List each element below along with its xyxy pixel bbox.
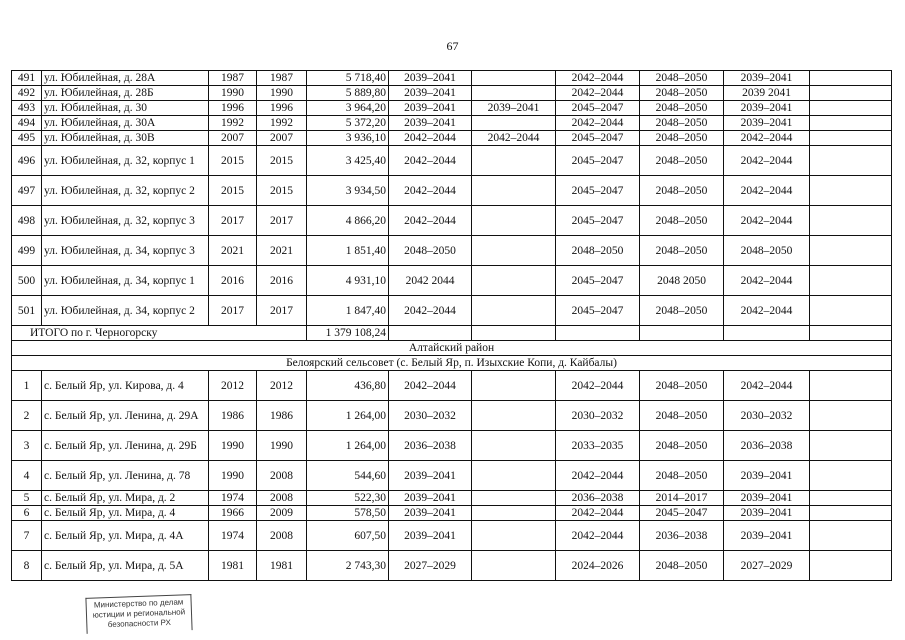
period-cell-5: 2042–2044 — [724, 266, 810, 296]
address-cell: с. Белый Яр, ул. Мира, д. 5А — [42, 551, 209, 581]
address-cell: с. Белый Яр, ул. Мира, д. 2 — [42, 491, 209, 506]
year-commissioned-cell: 2015 — [257, 176, 307, 206]
area-cell: 436,80 — [307, 371, 389, 401]
period-cell-1: 2039–2041 — [389, 491, 472, 506]
table-row — [12, 86, 892, 101]
period-cell-1: 2039–2041 — [389, 86, 472, 101]
table-row — [12, 371, 892, 401]
address-cell: с. Белый Яр, ул. Мира, д. 4 — [42, 506, 209, 521]
row-number: 501 — [12, 296, 42, 326]
period-cell-4: 2048–2050 — [640, 236, 724, 266]
period-cell-4: 2048–2050 — [640, 431, 724, 461]
table-row — [12, 131, 892, 146]
table-row — [12, 146, 892, 176]
period-cell-4: 2048–2050 — [640, 461, 724, 491]
period-cell-1: 2039–2041 — [389, 101, 472, 116]
address-cell: ул. Юбилейная, д. 28Б — [42, 86, 209, 101]
area-cell: 4 931,10 — [307, 266, 389, 296]
period-cell-5: 2042–2044 — [724, 146, 810, 176]
address-cell: ул. Юбилейная, д. 32, корпус 2 — [42, 176, 209, 206]
year-commissioned-cell: 2012 — [257, 371, 307, 401]
year-commissioned-cell: 1987 — [257, 71, 307, 86]
table-row — [12, 401, 892, 431]
period-cell-5: 2039–2041 — [724, 101, 810, 116]
period-cell-1: 2042–2044 — [389, 146, 472, 176]
period-cell-3: 2042–2044 — [556, 116, 640, 131]
period-cell-5: 2030–2032 — [724, 401, 810, 431]
period-cell-2 — [472, 116, 556, 131]
period-cell-2 — [472, 506, 556, 521]
table-row — [12, 431, 892, 461]
row-number: 1 — [12, 371, 42, 401]
empty-cell — [810, 101, 892, 116]
year-commissioned-cell: 2021 — [257, 236, 307, 266]
period-cell-4: 2048–2050 — [640, 101, 724, 116]
total-label: ИТОГО по г. Черногорску — [12, 326, 307, 341]
period-cell-4: 2048–2050 — [640, 176, 724, 206]
period-cell-3: 2045–2047 — [556, 146, 640, 176]
period-cell-3: 2045–2047 — [556, 176, 640, 206]
year-commissioned-cell: 1981 — [257, 551, 307, 581]
period-cell-3: 2036–2038 — [556, 491, 640, 506]
row-number: 499 — [12, 236, 42, 266]
period-cell-2 — [472, 401, 556, 431]
year-commissioned-cell: 1990 — [257, 86, 307, 101]
year-commissioned-cell: 2008 — [257, 491, 307, 506]
area-cell: 5 718,40 — [307, 71, 389, 86]
empty-cell — [472, 326, 556, 341]
period-cell-5: 2042–2044 — [724, 131, 810, 146]
period-cell-4: 2048–2050 — [640, 371, 724, 401]
period-cell-3: 2042–2044 — [556, 506, 640, 521]
year-built-cell: 1966 — [209, 506, 257, 521]
period-cell-3: 2030–2032 — [556, 401, 640, 431]
address-cell: с. Белый Яр, ул. Ленина, д. 29Б — [42, 431, 209, 461]
period-cell-2 — [472, 551, 556, 581]
empty-cell — [810, 326, 892, 341]
period-cell-3: 2042–2044 — [556, 461, 640, 491]
period-cell-3: 2024–2026 — [556, 551, 640, 581]
period-cell-4: 2048–2050 — [640, 146, 724, 176]
settlement-header: Белоярский сельсовет (с. Белый Яр, п. Изыхские Копи, д. Кайбалы) — [12, 356, 892, 371]
address-cell: ул. Юбилейная, д. 34, корпус 3 — [42, 236, 209, 266]
year-commissioned-cell: 1986 — [257, 401, 307, 431]
address-cell: с. Белый Яр, ул. Кирова, д. 4 — [42, 371, 209, 401]
table-body-top — [12, 71, 892, 326]
empty-cell — [810, 71, 892, 86]
empty-cell — [810, 296, 892, 326]
area-cell: 544,60 — [307, 461, 389, 491]
period-cell-5: 2027–2029 — [724, 551, 810, 581]
year-commissioned-cell: 1992 — [257, 116, 307, 131]
row-number: 495 — [12, 131, 42, 146]
year-commissioned-cell: 2017 — [257, 206, 307, 236]
period-cell-3: 2045–2047 — [556, 131, 640, 146]
empty-cell — [810, 506, 892, 521]
table-row — [12, 176, 892, 206]
table-row — [12, 296, 892, 326]
year-built-cell: 2007 — [209, 131, 257, 146]
table-row — [12, 236, 892, 266]
address-cell: ул. Юбилейная, д. 34, корпус 2 — [42, 296, 209, 326]
empty-cell — [810, 176, 892, 206]
empty-cell — [640, 326, 724, 341]
table-row — [12, 521, 892, 551]
housing-registry-table — [11, 70, 892, 581]
period-cell-5: 2042–2044 — [724, 296, 810, 326]
period-cell-4: 2014–2017 — [640, 491, 724, 506]
area-cell: 3 936,10 — [307, 131, 389, 146]
row-number: 496 — [12, 146, 42, 176]
year-commissioned-cell: 2008 — [257, 521, 307, 551]
year-built-cell: 1990 — [209, 431, 257, 461]
total-row — [12, 326, 892, 341]
period-cell-1: 2036–2038 — [389, 431, 472, 461]
area-cell: 1 264,00 — [307, 401, 389, 431]
year-built-cell: 1986 — [209, 401, 257, 431]
address-cell: ул. Юбилейная, д. 30В — [42, 131, 209, 146]
period-cell-2 — [472, 86, 556, 101]
year-built-cell: 1990 — [209, 461, 257, 491]
empty-cell — [810, 371, 892, 401]
row-number: 500 — [12, 266, 42, 296]
table-row — [12, 461, 892, 491]
period-cell-5: 2039–2041 — [724, 506, 810, 521]
empty-cell — [810, 401, 892, 431]
row-number: 493 — [12, 101, 42, 116]
period-cell-3: 2048–2050 — [556, 236, 640, 266]
row-number: 491 — [12, 71, 42, 86]
period-cell-1: 2042–2044 — [389, 176, 472, 206]
period-cell-4: 2036–2038 — [640, 521, 724, 551]
stamp-line: безопасности РХ — [107, 617, 172, 630]
area-cell: 1 851,40 — [307, 236, 389, 266]
period-cell-4: 2048–2050 — [640, 71, 724, 86]
year-built-cell: 1974 — [209, 491, 257, 506]
area-cell: 3 934,50 — [307, 176, 389, 206]
period-cell-3: 2045–2047 — [556, 296, 640, 326]
area-cell: 2 743,30 — [307, 551, 389, 581]
period-cell-3: 2042–2044 — [556, 71, 640, 86]
period-cell-5: 2039–2041 — [724, 71, 810, 86]
row-number: 8 — [12, 551, 42, 581]
table-row — [12, 116, 892, 131]
period-cell-4: 2048–2050 — [640, 401, 724, 431]
stamp-line: Министерство по делам — [93, 597, 184, 610]
address-cell: ул. Юбилейная, д. 28А — [42, 71, 209, 86]
period-cell-5: 2036–2038 — [724, 431, 810, 461]
empty-cell — [810, 266, 892, 296]
area-cell: 5 372,20 — [307, 116, 389, 131]
year-commissioned-cell: 2009 — [257, 506, 307, 521]
row-number: 492 — [12, 86, 42, 101]
period-cell-4: 2048–2050 — [640, 86, 724, 101]
year-commissioned-cell: 2016 — [257, 266, 307, 296]
period-cell-5: 2039 2041 — [724, 86, 810, 101]
year-commissioned-cell: 2015 — [257, 146, 307, 176]
period-cell-2 — [472, 236, 556, 266]
period-cell-5: 2039–2041 — [724, 521, 810, 551]
area-cell: 522,30 — [307, 491, 389, 506]
year-built-cell: 2015 — [209, 176, 257, 206]
period-cell-2 — [472, 176, 556, 206]
period-cell-1: 2048–2050 — [389, 236, 472, 266]
year-commissioned-cell: 2017 — [257, 296, 307, 326]
area-cell: 5 889,80 — [307, 86, 389, 101]
total-area: 1 379 108,24 — [307, 326, 389, 341]
empty-cell — [724, 326, 810, 341]
period-cell-4: 2045–2047 — [640, 506, 724, 521]
period-cell-3: 2033–2035 — [556, 431, 640, 461]
period-cell-1: 2042–2044 — [389, 296, 472, 326]
year-built-cell: 2016 — [209, 266, 257, 296]
period-cell-4: 2048–2050 — [640, 206, 724, 236]
period-cell-3: 2042–2044 — [556, 521, 640, 551]
year-built-cell: 2015 — [209, 146, 257, 176]
period-cell-3: 2045–2047 — [556, 206, 640, 236]
period-cell-1: 2042 2044 — [389, 266, 472, 296]
area-cell: 1 264,00 — [307, 431, 389, 461]
area-cell: 1 847,40 — [307, 296, 389, 326]
period-cell-2 — [472, 146, 556, 176]
period-cell-5: 2039–2041 — [724, 461, 810, 491]
year-built-cell: 1974 — [209, 521, 257, 551]
empty-cell — [810, 116, 892, 131]
year-built-cell: 1996 — [209, 101, 257, 116]
address-cell: с. Белый Яр, ул. Мира, д. 4А — [42, 521, 209, 551]
empty-cell — [810, 491, 892, 506]
year-commissioned-cell: 1990 — [257, 431, 307, 461]
year-built-cell: 2012 — [209, 371, 257, 401]
page-number: 67 — [446, 39, 459, 53]
empty-cell — [810, 206, 892, 236]
table-row — [12, 551, 892, 581]
period-cell-3: 2042–2044 — [556, 86, 640, 101]
year-built-cell: 2017 — [209, 296, 257, 326]
period-cell-1: 2039–2041 — [389, 461, 472, 491]
period-cell-3: 2045–2047 — [556, 266, 640, 296]
period-cell-1: 2039–2041 — [389, 521, 472, 551]
row-number: 6 — [12, 506, 42, 521]
area-cell: 607,50 — [307, 521, 389, 551]
address-cell: с. Белый Яр, ул. Ленина, д. 29А — [42, 401, 209, 431]
year-built-cell: 1990 — [209, 86, 257, 101]
period-cell-4: 2048–2050 — [640, 551, 724, 581]
table-body-bottom — [12, 371, 892, 581]
empty-cell — [389, 326, 472, 341]
row-number: 4 — [12, 461, 42, 491]
empty-cell — [810, 521, 892, 551]
year-commissioned-cell: 1996 — [257, 101, 307, 116]
period-cell-2: 2039–2041 — [472, 101, 556, 116]
table-row — [12, 206, 892, 236]
area-cell: 3 425,40 — [307, 146, 389, 176]
period-cell-1: 2039–2041 — [389, 116, 472, 131]
period-cell-4: 2048–2050 — [640, 296, 724, 326]
row-number: 5 — [12, 491, 42, 506]
year-built-cell: 1992 — [209, 116, 257, 131]
period-cell-5: 2039–2041 — [724, 116, 810, 131]
stamp-line: юстиции и региональной — [92, 607, 186, 620]
table-row — [12, 101, 892, 116]
period-cell-1: 2039–2041 — [389, 506, 472, 521]
address-cell: ул. Юбилейная, д. 30 — [42, 101, 209, 116]
table-body-sections — [12, 326, 892, 371]
period-cell-5: 2042–2044 — [724, 176, 810, 206]
empty-cell — [810, 131, 892, 146]
empty-cell — [810, 236, 892, 266]
period-cell-2: 2042–2044 — [472, 131, 556, 146]
period-cell-1: 2027–2029 — [389, 551, 472, 581]
period-cell-2 — [472, 521, 556, 551]
address-cell: ул. Юбилейная, д. 32, корпус 1 — [42, 146, 209, 176]
period-cell-5: 2048–2050 — [724, 236, 810, 266]
period-cell-5: 2039–2041 — [724, 491, 810, 506]
table-row — [12, 71, 892, 86]
period-cell-1: 2042–2044 — [389, 371, 472, 401]
empty-cell — [556, 326, 640, 341]
period-cell-1: 2042–2044 — [389, 131, 472, 146]
period-cell-5: 2042–2044 — [724, 371, 810, 401]
period-cell-1: 2039–2041 — [389, 71, 472, 86]
year-built-cell: 1987 — [209, 71, 257, 86]
period-cell-2 — [472, 206, 556, 236]
row-number: 497 — [12, 176, 42, 206]
period-cell-2 — [472, 266, 556, 296]
row-number: 2 — [12, 401, 42, 431]
period-cell-2 — [472, 296, 556, 326]
area-cell: 578,50 — [307, 506, 389, 521]
period-cell-3: 2042–2044 — [556, 371, 640, 401]
settlement-header-row — [12, 356, 892, 371]
ministry-stamp — [85, 594, 192, 634]
row-number: 494 — [12, 116, 42, 131]
district-header: Алтайский район — [12, 341, 892, 356]
period-cell-2 — [472, 491, 556, 506]
period-cell-2 — [472, 461, 556, 491]
period-cell-1: 2030–2032 — [389, 401, 472, 431]
table-row — [12, 506, 892, 521]
address-cell: с. Белый Яр, ул. Ленина, д. 78 — [42, 461, 209, 491]
year-built-cell: 1981 — [209, 551, 257, 581]
address-cell: ул. Юбилейная, д. 32, корпус 3 — [42, 206, 209, 236]
area-cell: 3 964,20 — [307, 101, 389, 116]
period-cell-4: 2048–2050 — [640, 116, 724, 131]
empty-cell — [810, 431, 892, 461]
row-number: 7 — [12, 521, 42, 551]
address-cell: ул. Юбилейная, д. 34, корпус 1 — [42, 266, 209, 296]
period-cell-4: 2048–2050 — [640, 131, 724, 146]
empty-cell — [810, 461, 892, 491]
period-cell-3: 2045–2047 — [556, 101, 640, 116]
district-header-row — [12, 341, 892, 356]
address-cell: ул. Юбилейная, д. 30А — [42, 116, 209, 131]
period-cell-5: 2042–2044 — [724, 206, 810, 236]
year-built-cell: 2017 — [209, 206, 257, 236]
table-row — [12, 491, 892, 506]
period-cell-1: 2042–2044 — [389, 206, 472, 236]
empty-cell — [810, 551, 892, 581]
period-cell-4: 2048 2050 — [640, 266, 724, 296]
year-commissioned-cell: 2007 — [257, 131, 307, 146]
empty-cell — [810, 146, 892, 176]
period-cell-2 — [472, 71, 556, 86]
period-cell-2 — [472, 371, 556, 401]
table-row — [12, 266, 892, 296]
row-number: 498 — [12, 206, 42, 236]
row-number: 3 — [12, 431, 42, 461]
year-built-cell: 2021 — [209, 236, 257, 266]
area-cell: 4 866,20 — [307, 206, 389, 236]
year-commissioned-cell: 2008 — [257, 461, 307, 491]
empty-cell — [810, 86, 892, 101]
period-cell-2 — [472, 431, 556, 461]
